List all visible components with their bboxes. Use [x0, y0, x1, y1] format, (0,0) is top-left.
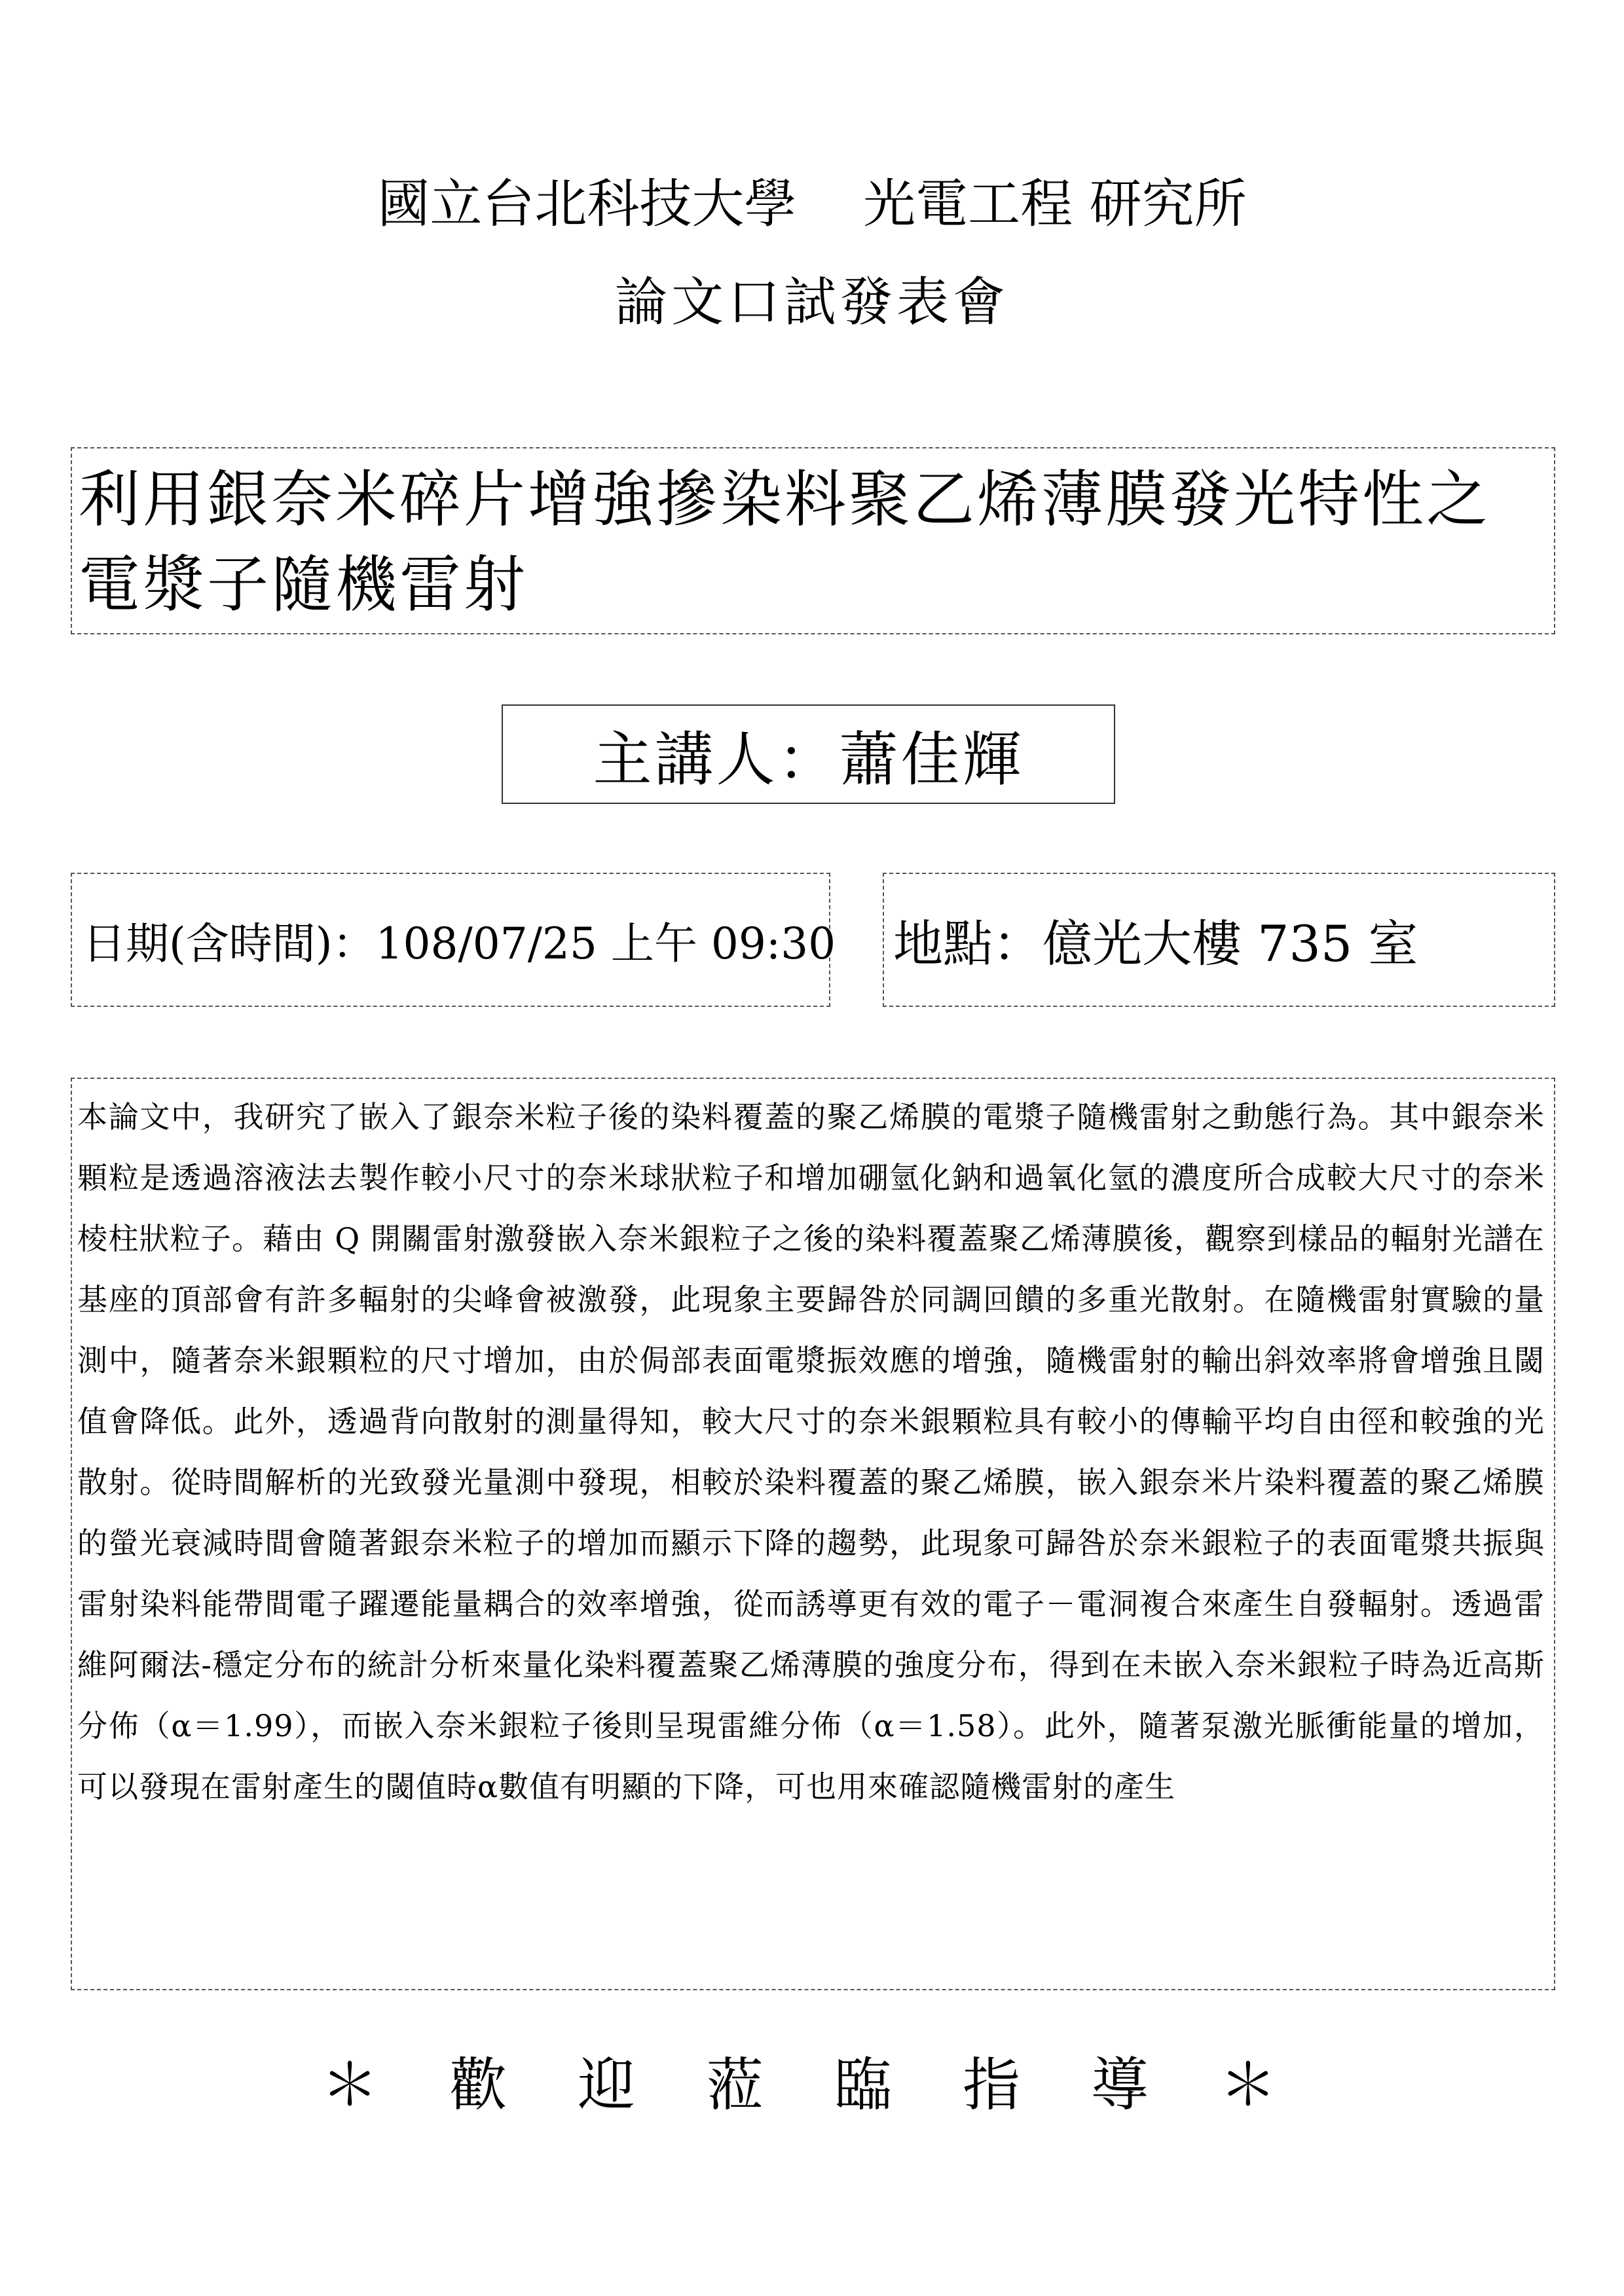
welcome-message: ＊ 歡 迎 蒞 臨 指 導 ＊ [321, 2051, 1303, 2119]
header-school-department: 國立台北科技大學 光電工程 研究所 [377, 173, 1247, 234]
location: 地點：億光大樓 735 室 [893, 915, 1418, 973]
speaker-name: 主講人：蕭佳輝 [593, 725, 1024, 794]
speaker-box [502, 704, 1115, 804]
place-box [883, 873, 1555, 1007]
thesis-title-box [71, 447, 1555, 634]
date-time: 日期(含時間)：108/07/25 上午 09:30 [83, 919, 836, 969]
abstract-text: 本論文中，我研究了嵌入了銀奈米粒子後的染料覆蓋的聚乙烯膜的電漿子隨機雷射之動態行為。其中銀奈米顆粒是透過溶液法去製作較小尺寸的奈米球狀粒子和增加硼氫化鈉和過氧化氫的濃度所合成較大尺寸的奈米棱柱狀粒子。藉由 Q 開關雷射激發嵌入奈米銀粒子之後的染料覆蓋聚乙烯薄膜後，觀察到樣品的輻射光譜在基座的頂部會有許多輻射的尖峰會被激發，此現象主要歸咎於同調回饋的多重光散射。在隨機雷射實驗的量測中，隨著奈米銀顆粒的尺寸增加，由於侷部表面電漿振效應的增強，隨機雷射的輸出斜效率將會增強且閾值會降低。此外，透過背向散射的測量得知，較大尺寸的奈米銀顆粒具有較小的傳輸平均自由徑和較強的光散射。從時間解析的光致發光量測中發現，相較於染料覆蓋的聚乙烯膜，嵌入銀奈米片染料覆蓋的聚乙烯膜的螢光衰減時間會隨著銀奈米粒子的增加而顯示下降的趨勢，此現象可歸咎於奈米銀粒子的表面電漿共振與雷射染料能帶間電子躍遷能量耦合的效率增強，從而誘導更有效的電子－電洞複合來產生自發輻射。透過雷維阿爾法-穩定分布的統計分析來量化染料覆蓋聚乙烯薄膜的強度分布，得到在未嵌入奈米銀粒子時為近高斯分佈（α＝1.99），而嵌入奈米銀粒子後則呈現雷維分佈（α＝1.58）。此外，隨著泵激光脈衝能量的增加，可以發現在雷射產生的閾值時α數值有明顯的下降，可也用來確認隨機雷射的產生 [77, 1099, 1545, 1804]
header-event-title: 論文口試發表會 [615, 272, 1009, 333]
date-box [71, 873, 836, 1007]
thesis-title: 利用銀奈米碎片增強摻染料聚乙烯薄膜發光特性之電漿子隨機雷射 [79, 464, 1491, 621]
abstract-box [71, 1078, 1555, 1990]
